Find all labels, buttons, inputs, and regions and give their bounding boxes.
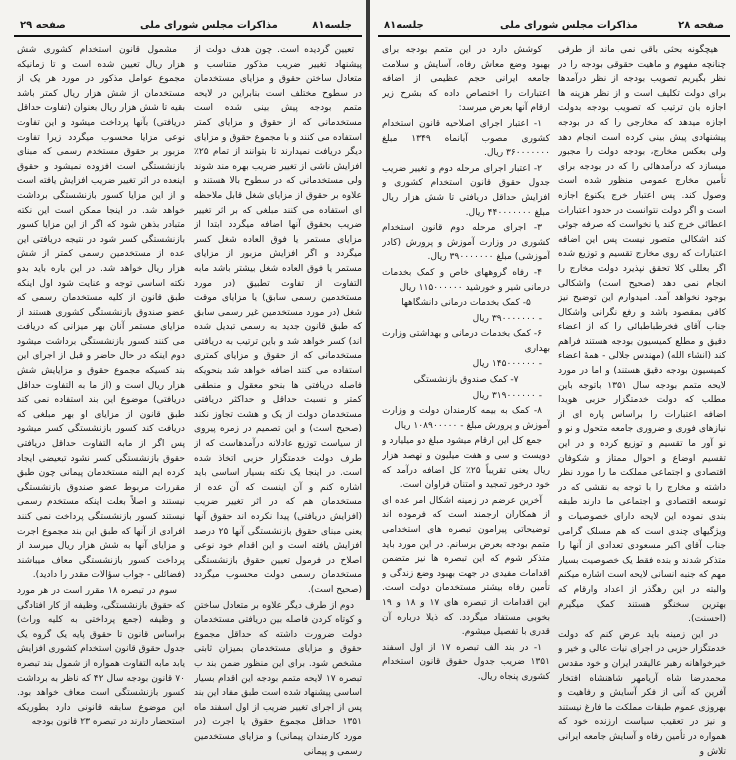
- paragraph: - ۳۹۰۰۰۰۰۰۰ ریال: [472, 313, 542, 324]
- paragraph: آخرین عرضم در زمینه اشکال امر عده ای از همکاران ارجمند است که فرموده اند توضیحاتی پیرامون تبصره های استخدامی متمم بودجه بعرض برسانم. در این مورد باید متذکر شوم که این تبصره ها نیز متضمن اقدامات مفیدی در جهت بهبود وضع زندگی و تأمین رفاه بیشتر مستخدمان دولت است. این اقدامات از تبصره های ۱۷ و ۱۸ و ۱۹ بخوبی مستفاد میگردد. که ذیلا درباره آن قدری با تفصیل میشوم.: [382, 495, 550, 638]
- text-column: [382, 43, 550, 686]
- paragraph: ۱- اعتبار اجرای اصلاحیه قانون استخدام کشوری مصوب آبانماه ۱۳۴۹ مبلغ ۳۶۰۰۰۰۰۰۰ ریال.: [382, 118, 550, 159]
- right-page: [370, 0, 736, 757]
- paragraph: هیچگونه بحثی باقی نمی ماند از طرفی چنانچه مفهوم و ماهیت حقوقی بودجه را در نظر بگیریم تصویب بودجه از نظر درآمدها برای دولت تکلیف است و از نظر هزینه ها اجازه بان ترتیب که تصویب بودجه بدولت اجازه میدهد که مخارجی را که در بودجه پیشنهادی پیش بینی کرده است انجام دهد ولی بعکس مخارج، بودجه دولت را مجبور میسازد که درآمدهائی را که در بودجه برای تأمین مخارج عمومی منظور شده است وصول کند. پس اعتبار خرج یکنوع اجازه است و اگر دولت نتوانست در حدود اعتبارات اعطائی خرج کند یا نخواست که صرفه جوئی کند اشکالی متصور نیست پس این اضافه اعتبارات که روی مخارج تقسیم و توزیع شده اگر بعللی کلا تحقق نپذیرد دولت مخارج را انجام نمی دهد (صحیح است) واشکالی بوجود نخواهد آمد. امیدوارم این توضیح نیز کافی بمقصود باشد و رفع نگرانی واشکال جناب آقای فخرطباطبائی را که از اعضاء دقیق و مطلع کمیسیون بودجه هستند فراهم کند (انشاء الله) (مهندس جلالی - همهٔ اعضاء کمیسیون بودجه دقیق هستند) و اما در مورد لایحه متمم بودجه سال ۱۳۵۱ باتوجه باین مطلب که دولت خدمتگزار حزبی هویدا اضافه اعتبارات را براساس پاره ای از نیازهای فوری و ضروری جامعه متحول و نو و نو آور ما تقسیم و توزیع کرده و در این تقسیم اوضاع و احوال ممتاز و شکوفان اقتصادی و اجتماعی مملکت ما را مورد نظر داشته و مخارج را با توجه به نقشی که در توسعه اقتصادی و اجتماعی ما دارند طبقه بندی نموده این لایحه دارای خصوصیات و ویژگیهای چندی است که هم مسلک گرامی جناب آقای اکبر مسعودی تعدادی از آنها را متذکر شدند و بنده فقط یک خصوصیت بسیار مهم که جنبه انسانی لایحه است اشاره میکنم والبته در این رهگذر از اعداد وارقام که بهترین سخنگو هستند کمک میگیرم (احسنت).: [558, 45, 726, 625]
- text-column: [558, 43, 726, 760]
- paragraph: مشمول قانون استخدام کشوری شش هزار ریال تعیین شده است و تا زمانیکه مجموع عوامل مذکور در مورد هر یک از مستخدمان از شش هزار ریال کمتر باشد بقیه تا شش هزار ریال بعنوان (تفاوت حداقل دریافتی) بآنها پرداخت میشود و این تفاوت نوعی مزایا محسوب میگردد زیرا تفاوت مزبور بر حقوق مستخدم رسمی که مبنای بازنشستگی است افزوده نمیشود و حقوق اینعده در اثر تغییر ضریب افزایش یافته است و از این مزایا کسور بازنشستگی برداشت خواهد شد. در اینجا ممکن است این نکته متبادر بذهن شود که اگر از این مزایا کسور بازنشستگی کسر شود در نتیجه دریافتی این عده از مستخدمین رسمی کمتر از شش هزار ریال خواهد شد. در این باره باید بدو نکته اساسی توجه و عنایت شود اول اینکه طبق قانون از کلیه مستخدمان رسمی که عضو صندوق بازنشستگی کشوری هستند از مزایای مستمر آنان بهر میزانی که دریافت می کنند کسور بازنشستگی برداشت میشود دوم اینکه در حال حاضر و قبل از اجرای این بند کسیکه مجموع حقوق و مزایایش شش هزار ریال است و (از ما به التفاوت حداقل دریافتی) موضوع این بند استفاده نمی کند طبق قانون از مزایای او بهر مبلغی که دریافت کند کسور بازنشستگی کسر میشود پس اگر از مابه التفاوت حداقل دریافتی حقوق بازنشستگی کسر نشود تبعیضی ایجاد کرده ایم البته مستخدمان پیمانی چون طبق مقررات مربوط عضو صندوق بازنشستگی نیستند و اصلاً بعلت اینکه مستخدم رسمی نیستند کسور بازنشستگی پرداخت نمی کنند افرادی از آنها که طبق این بند مجموع اجرت و مزایای آنها به شش هزار ریال میرسد از پرداخت کسور بازنشستگی معاف میباشند (فضائلی - جواب سؤالات مقدر را دادید).: [17, 45, 185, 581]
- paragraph: - ۱۴۵۰۰۰۰۰۰ ریال: [472, 359, 542, 370]
- header-rule: [378, 35, 730, 37]
- text-column: [194, 43, 362, 760]
- paragraph: سوم در تبصره ۱۸ مقرر است در هر مورد که حقوق بازنشستگی، وظیفه از کار افتادگی و وظیفه (جمع پرداختی به کلیه وراث) براساس قانون تا حقوق پایه یک گروه یک جدول حقوق قانون استخدام کشوری افزایش یابد مابه التفاوت همواره از شمول بند تبصره ۷۰ قانون بودجه سال ۴۲ که ناظر به برداشت کسور بازنشستگی است معاف خواهد بود. این موضوع سابقه قانونی دارد بطوریکه استحضار دارند در تبصره ۲۳ قانون بودجه: [17, 585, 185, 728]
- paragraph: ۶- کمک بخدمات درمانی و بهداشتی وزارت بهداری: [382, 329, 550, 354]
- publication-title: مذاکرات مجلس شورای ملی: [140, 20, 278, 31]
- paragraph: در این زمینه باید عرض کنم که دولت خدمتگزار حزبی در اجرای نیات عالی و خیر و خیرخواهانه رهبر عالیقدر ایران و خود مقدس محمدرضا شاه آریامهر شاهنشاه افتخار آفرین که آنی از فکر آسایش و رفاهیت و بهروزی عموم طبقات مملکت ما فارغ نیستند و نیز در تعقیب سیاست ارزنده خود که همواره در تأمین رفاه و آسایش جامعه ایرانی تلاش و: [558, 629, 726, 757]
- page-number: صفحه ۲۸: [678, 20, 724, 31]
- page-header: [15, 20, 360, 34]
- session-number: جلسه۸۱: [384, 20, 424, 31]
- paragraph: ۵- کمک بخدمات درمانی دانشگاهها: [401, 298, 531, 309]
- publication-title: مذاکرات مجلس شورای ملی: [500, 20, 638, 31]
- session-number: جلسه۸۱: [312, 20, 352, 31]
- page-header: [380, 20, 730, 34]
- paragraph: ۱- در بند الف تبصره ۱۷ از اول اسفند ۱۳۵۱ ضریب جدول حقوق قانون استخدام کشوری پنجاه ریال.: [382, 642, 550, 682]
- paragraph: ۳- اجرای مرحله دوم قانون استخدام کشوری در وزارت آموزش و پرورش (کادر آموزشی) مبلغ ۳۹۰۰۰۰۰۰۰ ریال.: [382, 223, 550, 263]
- paragraph: کوشش دارد در این متمم بودجه برای بهبود وضع معاش رفاه، آسایش و سلامت جامعه ایرانی حجم عظیمی از اضافه اعتبارات را اختصاص داده که بشرح زیر ارقام آنها بعرض میرسد:: [382, 45, 550, 114]
- left-page: [0, 0, 368, 757]
- paragraph: تعیین گردیده است. چون هدف دولت از پیشنهاد تغییر ضریب مذکور متناسب و متعادل ساختن حقوق و مزایای مستخدمان در سطوح مختلف است بنابراین در لایحه متمم بودجه پیش بینی شده است مستخدمانی که از حقوق و مزایای کمتر استفاده می کنند و با مجموع حقوق و مزایای دیگر دریافت نمیدارند تا بتوانند از تمام ۲۵٪ افزایش ناشی از تغییر ضریب بهره مند شوند ولی مستخدمانی که در سطوح بالا هستند و علاوه بر حقوق از مزایای شغل قابل ملاحظه ای استفاده می کنند مبلغی که بر اثر تغییر ضریب بحقوق آنها اضافه میگردد ابتدا از مزایای مستمر یا فوق العاده شغل کسر میگردد و اگر افزایش مزبور از مزایای مستمر یا فوق العاده شغل بیشتر باشد مابه التفاوت از تفاوت تطبیق (در مورد مستخدمین رسمی سابق) یا مزایای موقت شغل (در مورد مستخدمین غیر رسمی سابق که طبق قانون جدید به رسمی تبدیل شده اند) کسر خواهد شد و باین ترتیب به دریافتی مستخدمانی که از حقوق و مزایای کمتری استفاده می کنند اضافه خواهد شد بنحویکه فاصله دریافتی ها بنحو معقول و منطقی کمتر و نسبت حداقل و حداکثر دریافتی مستخدمان دولت از یک و هشت تجاوز نکند (صحیح است) و این تصمیم در زمره پیروی از سیاست توزیع عادلانه درآمدهاست که از طرف دولت خدمتگزار حزبی اتخاذ شده است. در اینجا یک نکته بسیار اساسی باید اشاره کنم و آن اینست که آن عده از مستخدمان هم که در اثر تغییر ضریب (افزایش دریافتی) پیدا نکرده اند حقوق آنها یعنی مبنای حقوق بازنشستگی آنها ۲۵ درصد افزایش یافته است و این اقدام خود نوعی اصلاح در فرمول تعیین حقوق بازنشستگی مستخدمان رسمی دولت محسوب میگردد (صحیح است).: [194, 45, 362, 595]
- paragraph: جمع کل این ارقام میشود مبلغ دو میلیارد و دویست و سی و هفت میلیون و نهصد هزار ریال یعنی تقریباً ۲۵٪ کل اضافه درآمد که خود درخور تمجید و امتنان فراوان است.: [382, 436, 550, 491]
- text-column: [17, 43, 185, 731]
- paragraph: ۲- اعتبار اجرای مرحله دوم و تغییر ضریب جدول حقوق قانون استخدام کشوری و افزایش حداقل دریافتی تا شش هزار ریال مبلغ ۴۴۰۰۰۰۰۰۰ ریال.: [382, 163, 550, 218]
- paragraph: ۸- کمک به بیمه کارمندان دولت و وزارت آموزش و پرورش مبلغ - ۱۰۸۹۰۰۰۰۰ ریال: [382, 406, 550, 431]
- paragraph: - ۳۱۹۰۰۰۰۰۰ ریال: [472, 390, 542, 401]
- page-number: صفحه ۲۹: [20, 20, 66, 31]
- paragraph: ۴- رفاه گروههای خاص و کمک بخدمات درمانی شیر و خورشید ۱۱۵۰۰۰۰۰۰ ریال: [382, 267, 550, 293]
- header-rule: [14, 35, 362, 37]
- paragraph: دوم از طرف دیگر علاوه بر متعادل ساختن و کوتاه کردن فاصله بین دریافتی مستخدمان دولت ضرورت داشته که حداقل مجموع حقوق و مزایای مستخدمان بمیزان ثابتی مشخص شود. برای این منظور ضمن بند ب تبصره ۱۷ لایحه متمم بودجه این اقدام بسیار اساسی پیشنهاد شده است طبق مفاد این بند پس از اجرای تغییر ضریب از اول اسفند ماه ۱۳۵۱ حداقل مجموع حقوق یا اجرت (در مورد کارمندان پیمانی) و مزایای مستخدمین رسمی و پیمانی: [194, 600, 362, 757]
- paragraph: ۷- کمک صندوق بازنشستگی: [413, 375, 519, 386]
